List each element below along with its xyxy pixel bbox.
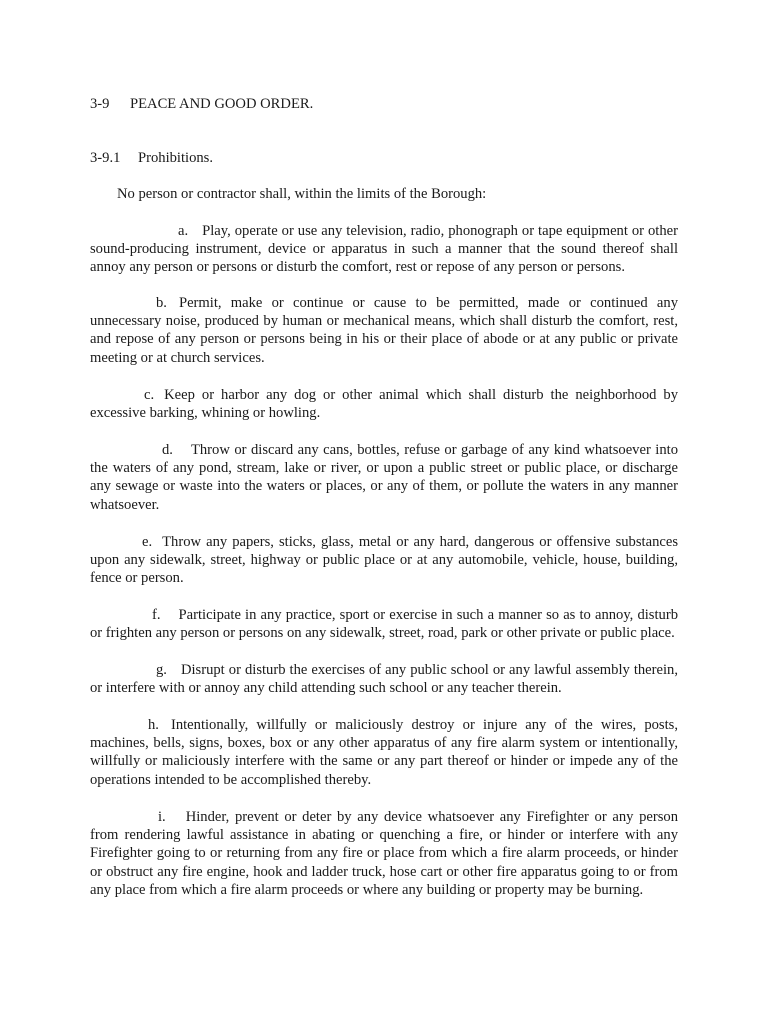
prohibition-item-c — [90, 386, 678, 422]
item-text: Throw or discard any cans, bottles, refuse or garbage of any kind whatsoever into the waters of any pond, stream, lake or river, or upon a public street or public place, or discharge any sewage or waste into the waters or places, or any of them, or pollute the waters in any manner whatsoever. — [90, 442, 678, 513]
item-marker: b. — [156, 295, 167, 311]
subsection-heading — [90, 149, 213, 167]
section-number: 3-9 — [90, 96, 110, 112]
item-text: Permit, make or continue or cause to be permitted, made or continued any unnecessary noise, produced by human or mechanical means, which shall disturb the comfort, rest, and repose of any person or persons being in his or their place of abode or at any public or private meeting or at church services. — [90, 295, 678, 366]
prohibition-item-h — [90, 716, 678, 789]
prohibition-item-g — [90, 661, 678, 697]
subsection-number: 3-9.1 — [90, 150, 121, 166]
item-text: Keep or harbor any dog or other animal which shall disturb the neighborhood by excessive barking, whining or howling. — [90, 387, 678, 422]
prohibition-item-e — [90, 533, 678, 588]
item-marker: g. — [156, 662, 167, 678]
item-text: Hinder, prevent or deter by any device whatsoever any Firefighter or any person from rendering lawful assistance in abating or quenching a fire, or hinder or interfere with any Firefighter going to or returning from any fire or place from which a fire alarm proceeds, or hinder or obstruct any fire engine, hook and ladder truck, hose cart or other fire apparatus going to or from any place from which a fire alarm proceeds or where any building or property may be burning. — [90, 809, 678, 898]
item-text: Participate in any practice, sport or exercise in such a manner so as to annoy, disturb or frighten any person or persons on any sidewalk, street, road, park or other private or public place. — [90, 607, 678, 642]
item-text: Intentionally, willfully or maliciously destroy or injure any of the wires, posts, machines, bells, signs, boxes, box or any other apparatus of any fire alarm system or intentionally, willfully or maliciously interfere with the same or any part thereof or hinder or impede any of the operations intended to be accomplished thereby. — [90, 717, 678, 788]
section-title: PEACE AND GOOD ORDER. — [130, 96, 314, 112]
item-text: Throw any papers, sticks, glass, metal or any hard, dangerous or offensive substances upon any sidewalk, street, highway or public place or at any automobile, vehicle, house, building, fence or person. — [90, 534, 678, 587]
item-text: Disrupt or disturb the exercises of any public school or any lawful assembly therein, or interfere with or annoy any child attending such school or any teacher therein. — [90, 662, 678, 697]
item-marker: d. — [162, 442, 173, 458]
prohibition-item-a — [90, 222, 678, 277]
intro-paragraph: No person or contractor shall, within the limits of the Borough: — [117, 186, 487, 202]
item-marker: h. — [148, 717, 159, 733]
section-heading — [90, 95, 313, 113]
prohibition-item-d — [90, 441, 678, 514]
item-marker: e. — [142, 534, 153, 550]
item-marker: c. — [144, 387, 155, 403]
item-text: Play, operate or use any television, radio, phonograph or tape equipment or other sound-producing instrument, device or apparatus in such a manner that the sound thereof shall annoy any person or persons or disturb the comfort, rest or repose of any person or persons. — [90, 223, 678, 276]
subsection-title: Prohibitions. — [138, 150, 214, 166]
prohibition-item-b — [90, 294, 678, 367]
item-marker: a. — [178, 223, 189, 239]
prohibition-item-f — [90, 606, 678, 642]
item-marker: i. — [158, 809, 166, 825]
item-marker: f. — [152, 607, 161, 623]
prohibition-item-i — [90, 808, 678, 899]
